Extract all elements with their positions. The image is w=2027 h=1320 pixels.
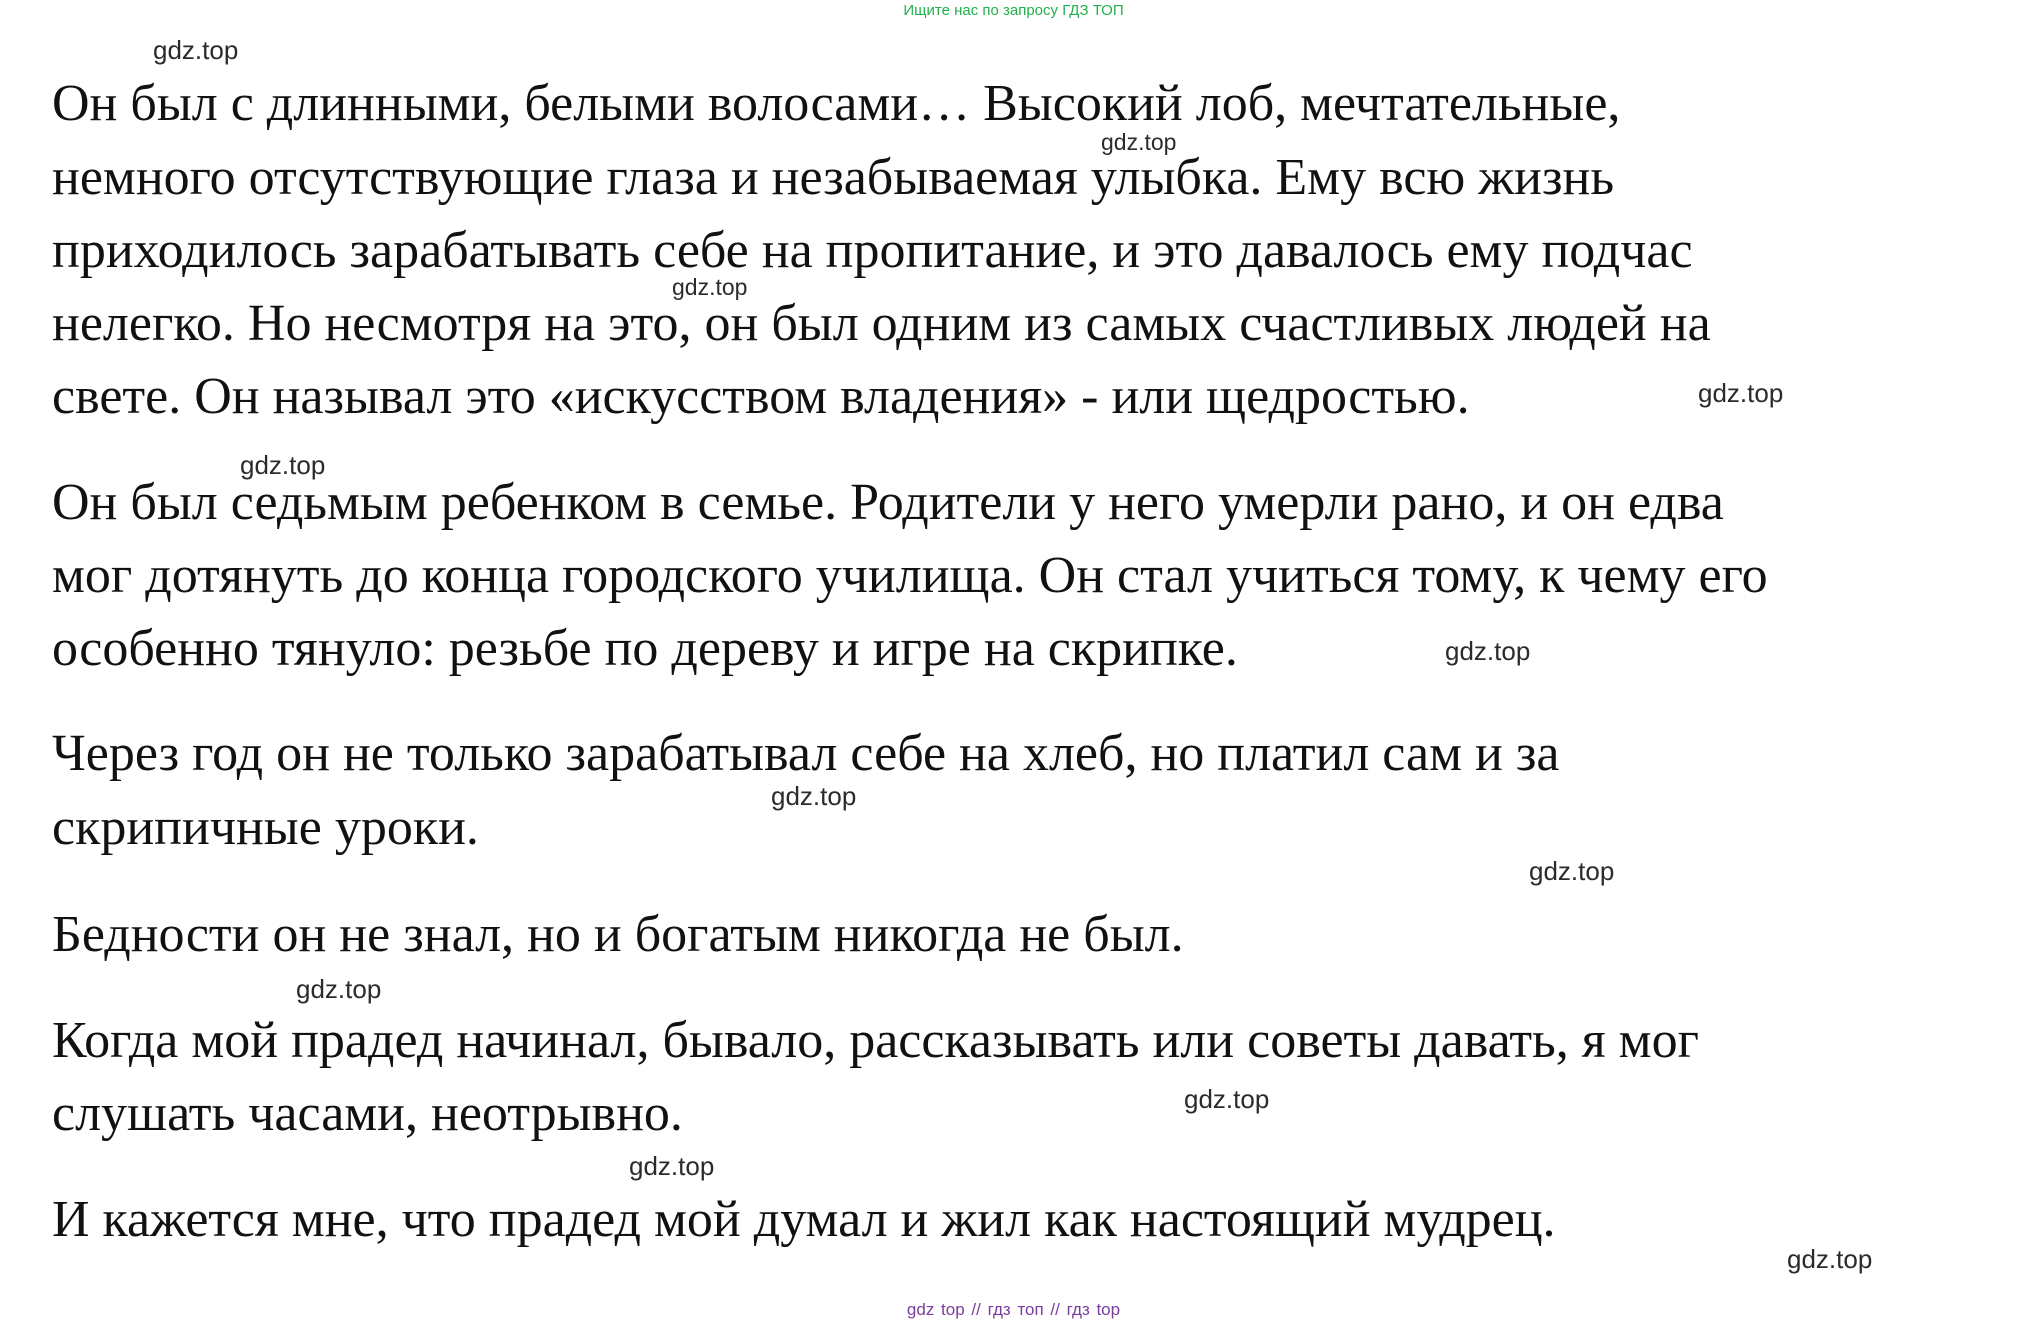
- paragraph-2-line-1: Он был седьмым ребенком в семье. Родители у него умерли рано, и он едва: [52, 474, 1724, 531]
- watermark: gdz.top: [1445, 636, 1531, 666]
- paragraph-1-line-1: Он был с длинными, белыми волосами… Высокий лоб, мечтательные,: [52, 75, 1621, 132]
- footer-links[interactable]: gdz top // гдз топ // гдз top: [906, 1300, 1121, 1319]
- watermark: gdz.top: [240, 450, 326, 480]
- watermark: gdz.top: [153, 35, 239, 65]
- watermark: gdz.top: [1787, 1244, 1873, 1274]
- watermark: gdz.top: [672, 274, 748, 300]
- paragraph-5-line-1: Когда мой прадед начинал, бывало, рассказывать или советы давать, я мог: [52, 1012, 1699, 1069]
- paragraph-3-line-2: скрипичные уроки.: [52, 799, 479, 856]
- paragraph-4-line-1: Бедности он не знал, но и богатым никогда не был.: [52, 906, 1184, 963]
- watermark: gdz.top: [1698, 378, 1784, 408]
- paragraph-1-line-5: свете. Он называл это «искусством владения» - или щедростью.: [52, 368, 1470, 425]
- top-banner: Ищите нас по запросу ГДЗ ТОП: [903, 2, 1124, 19]
- paragraph-1-line-2: немного отсутствующие глаза и незабываемая улыбка. Ему всю жизнь: [52, 149, 1615, 206]
- paragraph-2-line-3: особенно тянуло: резьбе по дереву и игре на скрипке.: [52, 620, 1238, 677]
- paragraph-3-line-1: Через год он не только зарабатывал себе на хлеб, но платил сам и за: [52, 725, 1560, 782]
- watermark: gdz.top: [1529, 856, 1615, 886]
- watermark: gdz.top: [1184, 1084, 1270, 1114]
- watermark: gdz.top: [296, 974, 382, 1004]
- paragraph-5-line-2: слушать часами, неотрывно.: [52, 1085, 683, 1142]
- paragraph-1-line-4: нелегко. Но несмотря на это, он был одним из самых счастливых людей на: [52, 295, 1711, 352]
- paragraph-1-line-3: приходилось зарабатывать себе на пропитание, и это давалось ему подчас: [52, 222, 1693, 279]
- paragraph-2-line-2: мог дотянуть до конца городского училища. Он стал учиться тому, к чему его: [52, 547, 1768, 604]
- watermark: gdz.top: [771, 781, 857, 811]
- watermark: gdz.top: [1101, 129, 1177, 155]
- paragraph-6-line-1: И кажется мне, что прадед мой думал и жил как настоящий мудрец.: [52, 1191, 1556, 1248]
- watermark: gdz.top: [629, 1151, 715, 1181]
